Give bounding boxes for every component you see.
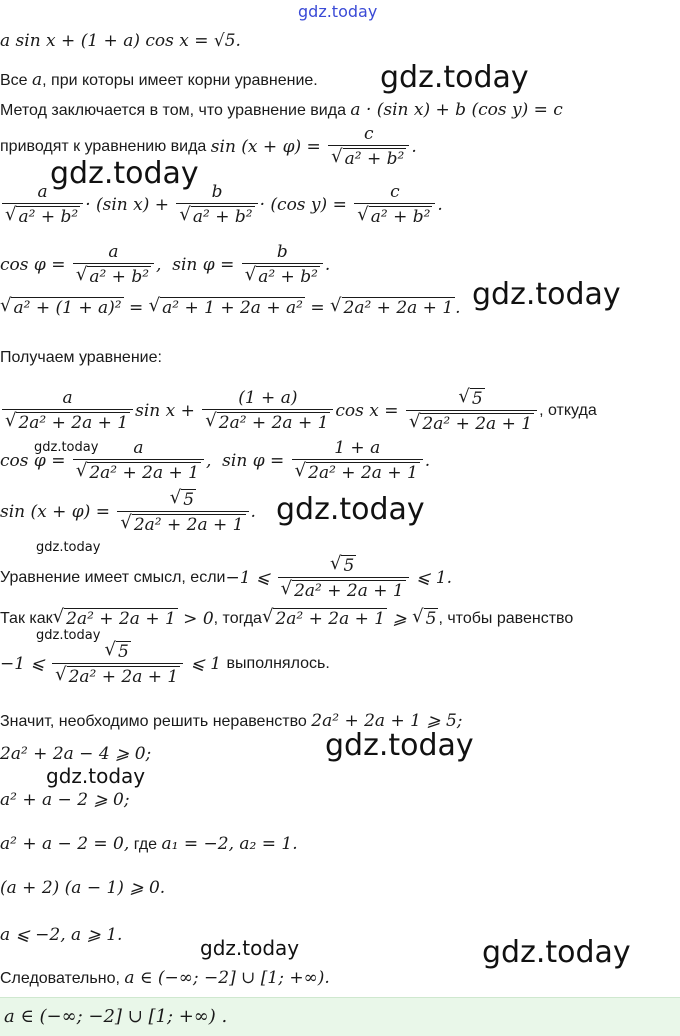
method-line: Метод заключается в том, что уравнение вида a · (sin x) + b (cos y) = c: [0, 100, 563, 120]
need-line: Значит, необходимо решить неравенство 2a² + 2a + 1 ⩾ 5;: [0, 711, 463, 731]
watermark: gdz.today: [36, 628, 101, 643]
conclusion-line: Следовательно, a ∈ (−∞; −2] ∪ [1; +∞).: [0, 968, 330, 988]
watermark: gdz.today: [50, 156, 199, 191]
factored-inequality: (a + 2) (a − 1) ⩾ 0.: [0, 878, 166, 898]
watermark: gdz.today: [472, 277, 621, 312]
phi-values: cos φ = a √ 2a² + 2a + 1 , sin φ = 1 + a √ 2a² + 2a + 1 .: [0, 438, 431, 483]
solution-line: a ⩽ −2, a ⩾ 1.: [0, 925, 123, 945]
phi-definition: cos φ = a √ a² + b² , sin φ = b √ a² + b² .: [0, 242, 331, 287]
condition-line: Уравнение имеет смысл, если −1 ⩽ √ 5 √ 2a² + 2a + 1 ⩽ 1.: [0, 553, 452, 601]
watermark: gdz.today: [380, 60, 529, 95]
holds-line: −1 ⩽ √ 5 √ 2a² + 2a + 1 ⩽ 1 выполнялось.: [0, 639, 330, 687]
task-question: Все a, при которы имеет корни уравнение.: [0, 70, 318, 90]
roots-line: a² + a − 2 = 0, где a₁ = −2, a₂ = 1.: [0, 834, 298, 854]
answer-box: [0, 997, 680, 1036]
answer-text: a ∈ (−∞; −2] ∪ [1; +∞) .: [4, 1006, 228, 1027]
watermark: gdz.today: [34, 440, 99, 455]
since-line: Так как √ 2a² + 2a + 1 > 0 , тогда √ 2a² + 2a + 1 ⩾ √ 5 , чтобы равенство: [0, 606, 574, 629]
normalized-equation: a √ a² + b² · (sin x) + b √ a² + b² · (cos y) = c √ a² + b² .: [0, 182, 443, 227]
watermark: gdz.today: [325, 728, 474, 763]
inequality-2: a² + a − 2 ⩾ 0;: [0, 790, 130, 810]
watermark: gdz.today: [298, 2, 378, 21]
derived-equation: a √ 2a² + 2a + 1 sin x + (1 + a) √ 2a² + 2a + 1 cos x = √ 5 √ 2a² + 2a + 1 , откуда: [0, 387, 597, 434]
sqrt-expansion: √ a² + (1 + a)² = √ a² + 1 + 2a + a² = √ 2a² + 2a + 1 .: [0, 295, 461, 318]
watermark: gdz.today: [36, 540, 101, 555]
inequality-1: 2a² + 2a − 4 ⩾ 0;: [0, 744, 152, 764]
watermark: gdz.today: [46, 764, 146, 788]
task-equation: a sin x + (1 + a) cos x = √5.: [0, 31, 241, 51]
watermark: gdz.today: [200, 936, 300, 960]
sin-shift-equation: sin (x + φ) = √ 5 √ 2a² + 2a + 1 .: [0, 487, 256, 535]
watermark: gdz.today: [482, 935, 631, 970]
get-equation-label: Получаем уравнение:: [0, 349, 162, 366]
reduce-line: приводят к уравнению вида sin (x + φ) = c √ a² + b² .: [0, 124, 417, 169]
watermark: gdz.today: [276, 492, 425, 527]
